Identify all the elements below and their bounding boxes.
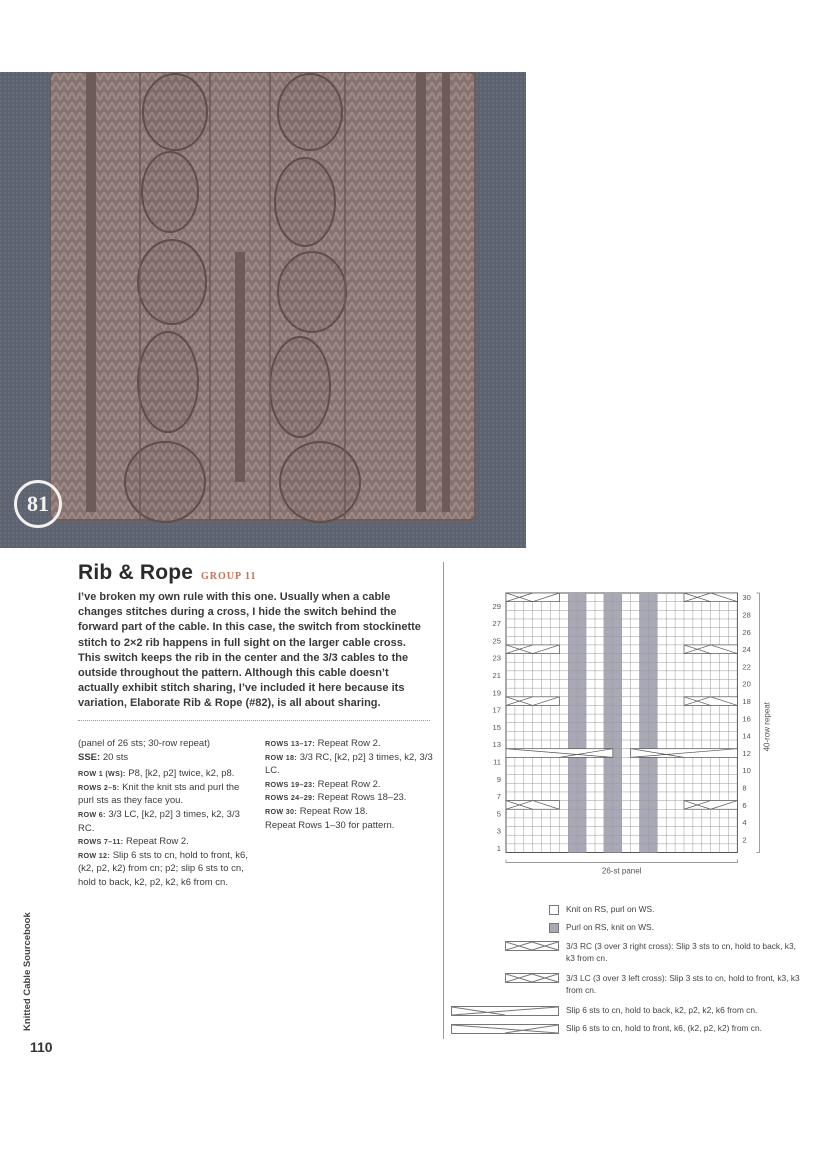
row-label: ROWS 19–23: <box>265 779 316 789</box>
row-label-left: 19 <box>492 688 501 698</box>
knitting-chart <box>470 585 790 885</box>
legend-wide-back-cross: Slip 6 sts to cn, hold to back, k2, p2, k2, k6 from cn. <box>566 1005 758 1015</box>
rows-13-17 <box>265 737 433 751</box>
page-number: 110 <box>30 1039 53 1055</box>
book-title-spine: Knitted Cable Sourcebook <box>22 912 33 1031</box>
rows-7-11 <box>78 835 256 849</box>
row-label: ROW 12: <box>78 850 111 860</box>
sse-value: 20 sts <box>100 751 129 763</box>
row-label-right: 24 <box>742 645 751 655</box>
rows-2-5 <box>78 781 256 808</box>
page-title: Rib & Rope <box>78 561 194 584</box>
row-label-right: 18 <box>742 696 751 706</box>
row-label-left: 23 <box>492 653 501 663</box>
row-text: 3/3 RC, [k2, p2] 3 times, k2, 3/3 LC. <box>265 751 433 777</box>
row-label-right: 28 <box>742 610 751 620</box>
cable-3-3-lc-bg <box>684 645 737 654</box>
cable-3-3-lc-bg <box>684 697 737 706</box>
row-label-right: 2 <box>742 835 747 845</box>
legend-wide-front-cross: Slip 6 sts to cn, hold to front, k6, (k2, p2, k2) from cn. <box>566 1023 762 1033</box>
row-text: Repeat Row 18. <box>297 805 368 817</box>
row-text: Repeat Row 2. <box>315 738 381 749</box>
panel-info: (panel of 26 sts; 30-row repeat) <box>78 738 211 749</box>
legend-3-3-rc: 3/3 RC (3 over 3 right cross): Slip 3 sts to cn, hold to back, k3, k3 from cn. <box>566 941 796 963</box>
row-label: ROW 6: <box>78 809 106 819</box>
row-label-right: 6 <box>742 800 747 810</box>
cable-3-3-rc-bg <box>684 801 737 810</box>
row-text: Repeat Row 2. <box>123 836 189 848</box>
group-label: GROUP 11 <box>201 571 257 582</box>
row-label: ROWS 2–5: <box>78 782 120 792</box>
knit-swatch-icon <box>549 905 559 915</box>
row-label: ROWS 24–29: <box>265 793 316 803</box>
sse-label: SSE: <box>78 751 101 763</box>
row-label: ROW 18: <box>265 752 298 762</box>
intro-paragraph: I’ve broken my own rule with this one. Usually when a cable changes stitches during a cross, I hide the switch behind the forward part of the cable. In this case, the switch from stockinette stitch to 2×2 rib happens in full sight on the larger cable cross. This switch keeps the rib in the center and the 3/3 cables to the outside throughout the pattern. Although this cable doesn’t actually exhibit stitch sharing, I’ve included it here because its variation, Elaborate Rib & Rope (#82), is all about sharing. <box>78 591 421 710</box>
row-label-left: 5 <box>496 809 501 819</box>
legend-3-3-lc: 3/3 LC (3 over 3 left cross): Slip 3 sts to cn, hold to front, k3, k3 from cn. <box>566 973 800 995</box>
row-label-left: 25 <box>492 636 501 646</box>
row-label-right: 4 <box>742 818 747 828</box>
row-text: Repeat Rows 18–23. <box>315 792 407 804</box>
repeat-bracket <box>756 593 759 853</box>
right-cross-icon <box>505 941 559 951</box>
row-label-right: 10 <box>742 766 751 776</box>
cable-3-3-rc-bg <box>506 593 559 602</box>
wide-front-cross-icon <box>451 1024 559 1034</box>
row-label: ROW 30: <box>265 806 298 816</box>
repeat-note: Repeat Rows 1–30 for pattern. <box>265 819 395 831</box>
row-label-right: 16 <box>742 714 751 724</box>
row-label-left: 1 <box>496 844 501 853</box>
row-label-left: 11 <box>493 757 501 767</box>
row-label-left: 27 <box>492 619 501 629</box>
repeat-label: 40-row repeat <box>762 702 772 752</box>
row-label-left: 9 <box>496 774 501 784</box>
row-label: ROWS 7–11: <box>78 837 124 847</box>
legend-knit: Knit on RS, purl on WS. <box>566 904 655 914</box>
cable-3-3-lc-bg <box>506 801 559 810</box>
row-label-left: 21 <box>492 671 501 680</box>
section-divider <box>78 720 430 721</box>
instructions-column-left <box>78 737 256 890</box>
row-30 <box>265 805 433 819</box>
row-1 <box>78 767 256 781</box>
row-text: Slip 6 sts to cn, hold to front, k6, (k2, p2, k2) from cn; p2; slip 6 sts to cn, hold to back, k2, p2, k2, k6 from cn. <box>78 849 248 888</box>
row-18 <box>265 751 433 778</box>
legend-purl: Purl on RS, knit on WS. <box>566 922 654 932</box>
row-text: P8, [k2, p2] twice, k2, p8. <box>125 768 235 780</box>
chart-legend <box>449 900 809 1040</box>
purl-swatch-icon <box>549 923 559 933</box>
row-label-right: 14 <box>742 731 751 741</box>
row-label: ROWS 13–17: <box>265 739 316 748</box>
row-text: 3/3 LC, [k2, p2] 3 times, k2, 3/3 RC. <box>78 808 240 834</box>
instructions-column-right <box>265 737 433 832</box>
rows-24-29 <box>265 791 433 805</box>
row-label-left: 15 <box>492 722 501 732</box>
cable-3-3-rc-bg <box>506 697 559 706</box>
row-label-right: 22 <box>742 662 751 672</box>
row-text: Knit the knit sts and purl the purl sts as they face you. <box>78 781 240 807</box>
sse-line <box>78 751 256 765</box>
row-label-right: 8 <box>742 783 747 793</box>
panel-label: 26-st panel <box>601 866 642 876</box>
pattern-number-badge: 81 <box>14 480 62 528</box>
row-label-right: 20 <box>742 679 751 689</box>
rows-19-23 <box>265 778 433 792</box>
row-label-left: 3 <box>496 826 501 836</box>
column-divider <box>443 562 444 1039</box>
row-label-left: 13 <box>492 740 501 750</box>
row-label-right: 26 <box>742 627 751 637</box>
row-label-left: 17 <box>492 705 501 715</box>
row-label-right: 12 <box>742 748 751 758</box>
row-label-right: 30 <box>742 593 751 603</box>
row-6 <box>78 808 256 835</box>
panel-bracket <box>506 860 737 863</box>
row-12 <box>78 849 256 890</box>
row-label-left: 7 <box>496 792 501 802</box>
row-label-left: 29 <box>492 601 501 611</box>
swatch-photo <box>0 72 526 548</box>
cable-3-3-lc-bg <box>684 593 737 602</box>
cable-3-3-rc-bg <box>506 645 559 654</box>
row-text: Repeat Row 2. <box>315 778 381 790</box>
row-label: ROW 1 (WS): <box>78 769 126 779</box>
left-cross-icon <box>505 973 559 983</box>
wide-back-cross-icon <box>451 1006 559 1016</box>
